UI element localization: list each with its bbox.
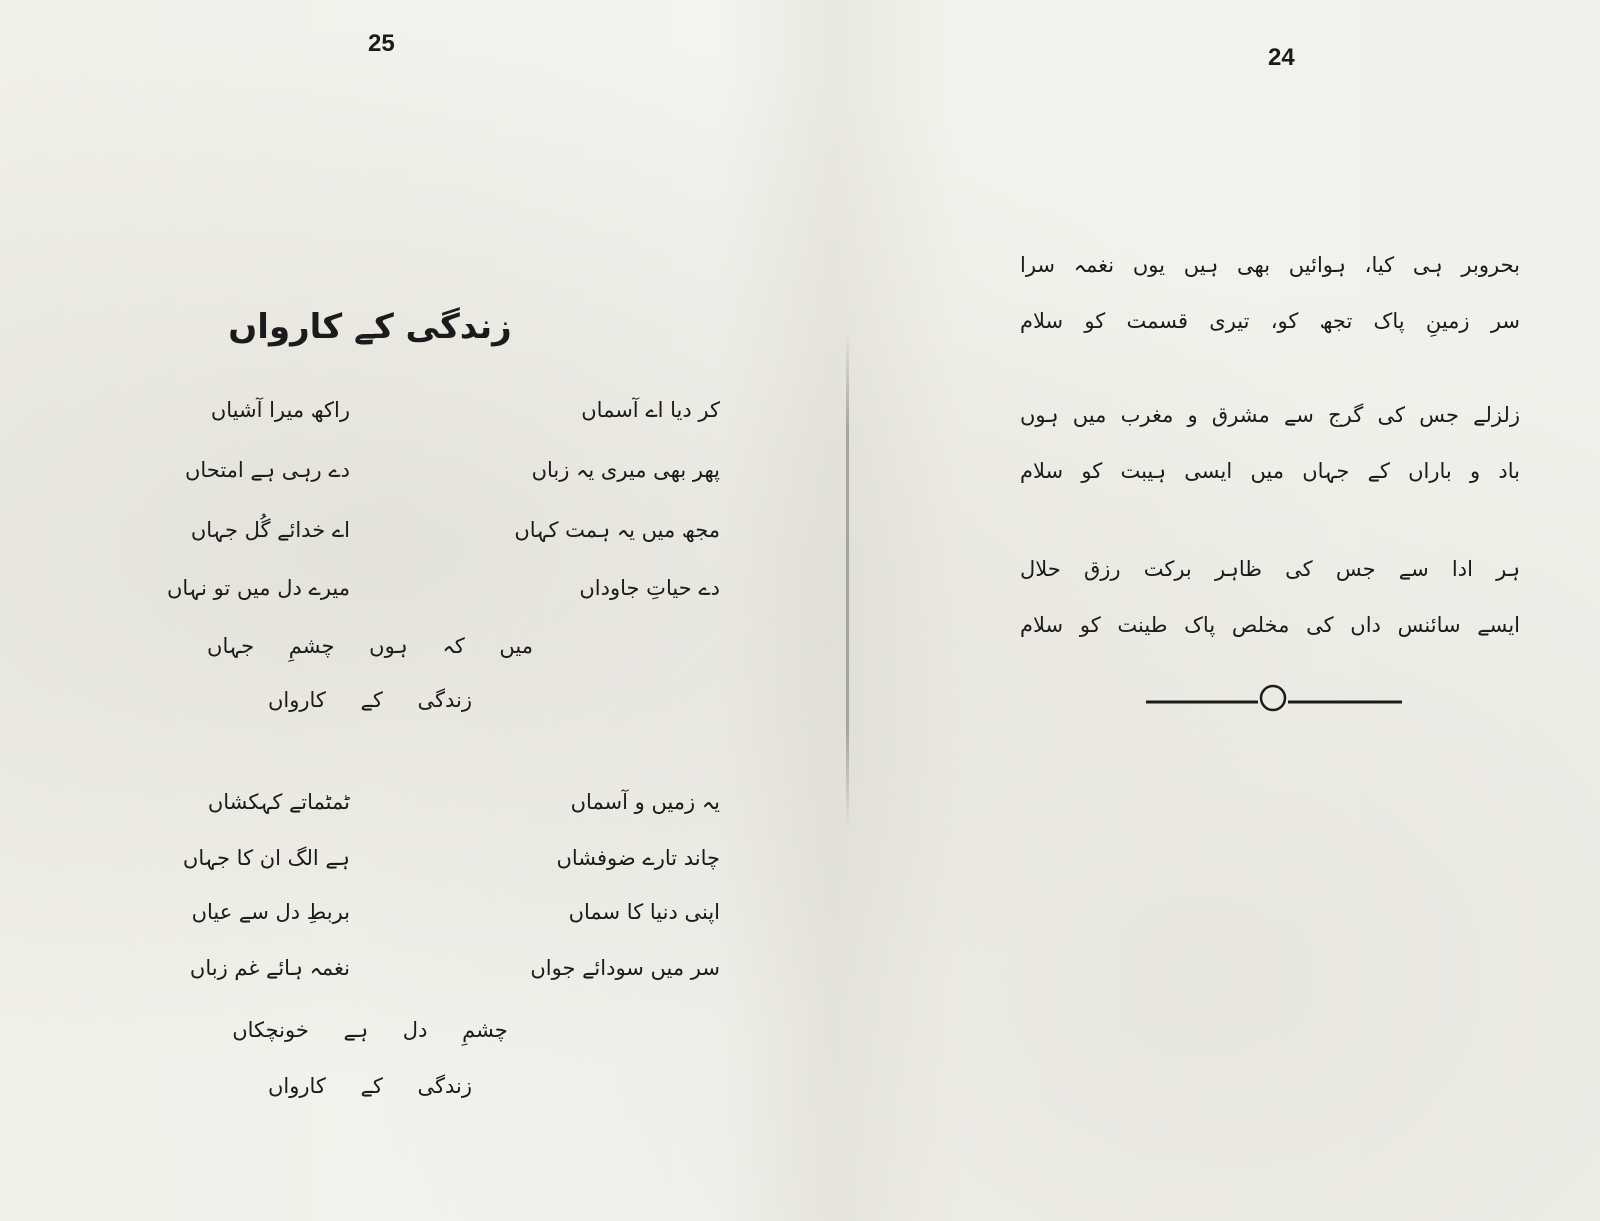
page-fold [846, 330, 849, 830]
verse-line: سر زمینِ پاک تجھ کو، تیری قسمت کو سلام [1020, 309, 1520, 333]
verse-line: باد و باراں کے جہاں میں ایسی ہیبت کو سلام [1020, 459, 1520, 483]
verse-line: زلزلے جس کی گرج سے مشرق و مغرب میں ہوں [1020, 403, 1520, 427]
refrain-line: زندگی کے کارواں [267, 1074, 473, 1098]
poem-line: بربطِ دل سے عیاں [191, 900, 350, 924]
refrain-line: چشمِ دل ہے خونچکاں [232, 1018, 508, 1042]
poem-line: دے حیاتِ جاوداں [579, 576, 720, 600]
poem-line: راکھ میرا آشیاں [210, 398, 350, 422]
poem-line: ٹمٹماتے کہکشاں [207, 790, 350, 814]
poem-title: زندگی کے کارواں [228, 307, 512, 347]
ornament-separator [1146, 684, 1402, 714]
left-page-number: 25 [368, 30, 395, 57]
refrain-line: میں کہ ہوں چشمِ جہاں [207, 634, 533, 658]
verse-line: ایسے سائنس داں کی مخلص پاک طینت کو سلام [1020, 613, 1520, 637]
poem-line: ہے الگ ان کا جہاں [182, 846, 350, 870]
poem-line: کر دیا اے آسماں [581, 398, 720, 422]
poem-line: پھر بھی میری یہ زباں [531, 458, 720, 482]
separator-circle [1261, 686, 1285, 710]
verse-line: بحروبر ہی کیا، ہوائیں بھی ہیں یوں نغمہ سرا [1020, 253, 1520, 277]
poem-line: سر میں سودائے جواں [530, 956, 720, 980]
poem-line: مجھ میں یہ ہمت کہاں [514, 518, 720, 542]
verse-line: ہر ادا سے جس کی ظاہر برکت رزق حلال [1020, 557, 1520, 581]
right-page-number: 24 [1268, 44, 1295, 71]
poem-line: میرے دل میں تو نہاں [166, 576, 350, 600]
poem-line: دے رہی ہے امتحاں [184, 458, 350, 482]
poem-line: یہ زمیں و آسماں [570, 790, 720, 814]
poem-line: نغمہ ہائے غم زباں [189, 956, 350, 980]
poem-line: چاند تارے ضوفشاں [556, 846, 720, 870]
refrain-line: زندگی کے کارواں [267, 688, 473, 712]
poem-line: اپنی دنیا کا سماں [568, 900, 720, 924]
poem-line: اے خدائے گُل جہاں [190, 518, 350, 542]
